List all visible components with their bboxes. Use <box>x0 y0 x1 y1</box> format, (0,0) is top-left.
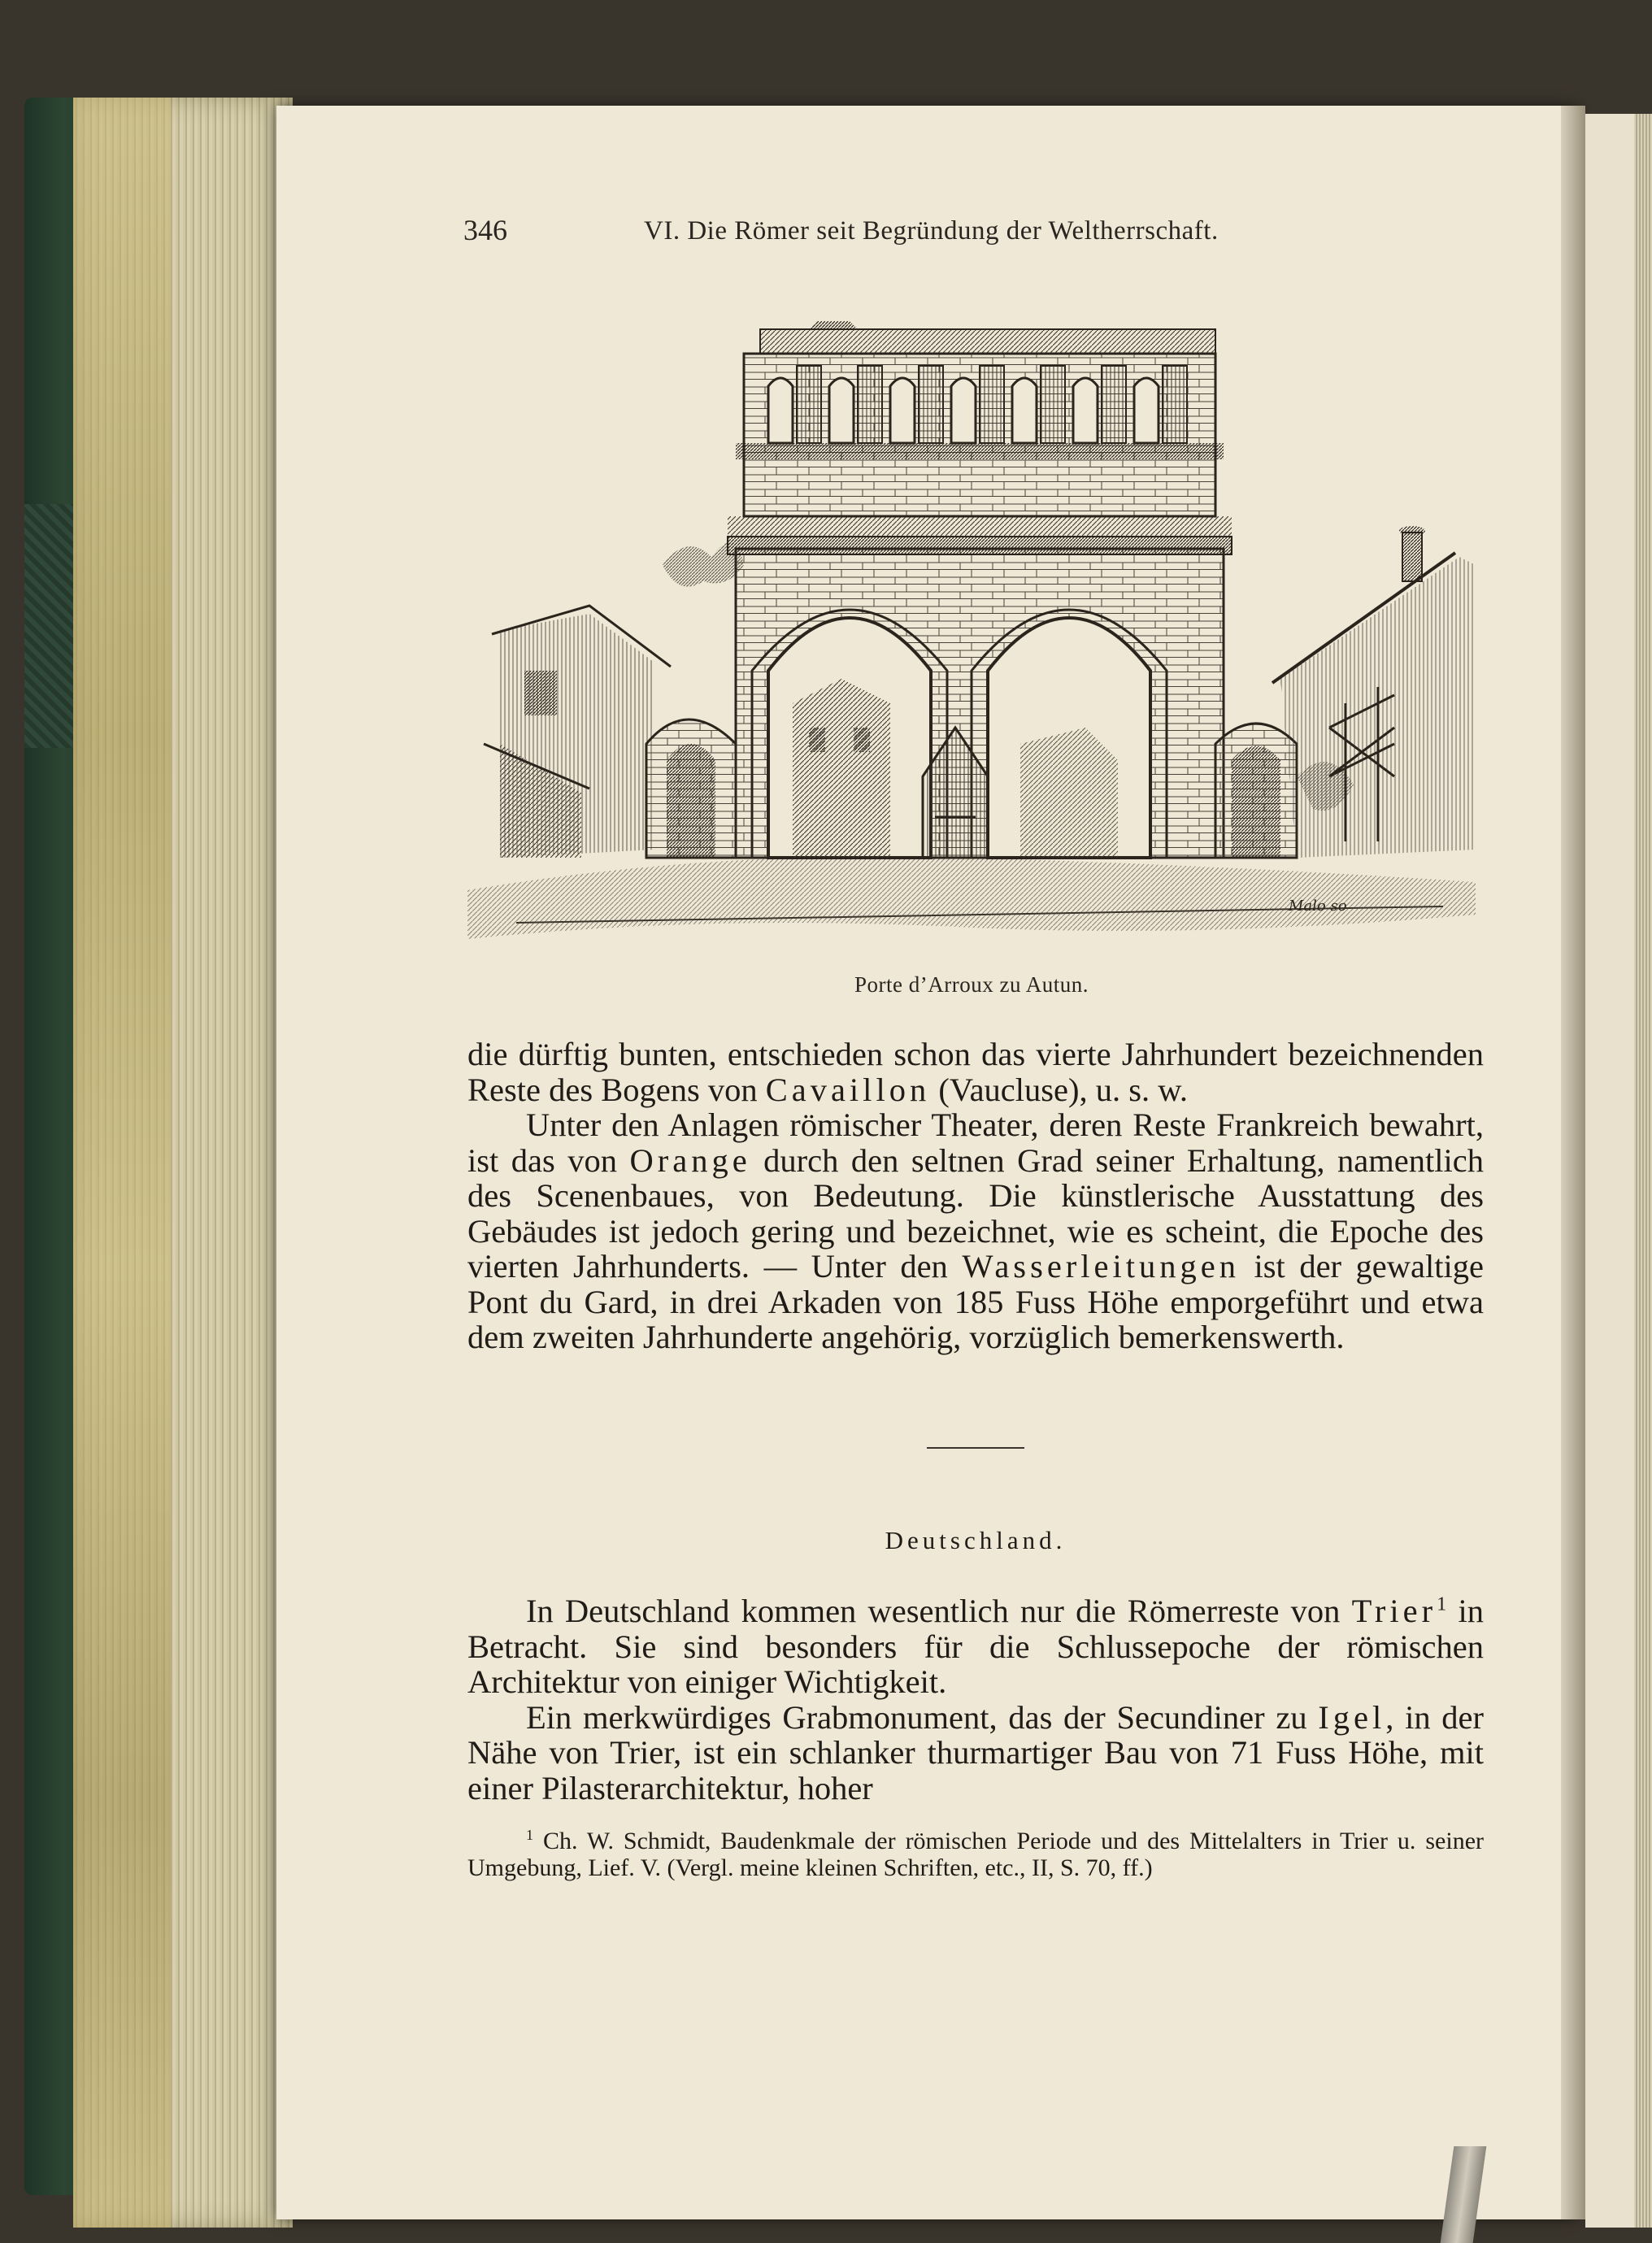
footnote-body: Ch. W. Schmidt, Baudenkmale der römischen Periode und des Mittelalters in Trier u. seiner Umgebung, Lief. V. (Vergl. meine kleinen Schriften, etc., II, S. 70, ff.) <box>467 1828 1484 1881</box>
body-text-bottom <box>467 1593 1484 1806</box>
p2-spaced-wasserleitungen: Wasserleitungen <box>962 1248 1240 1285</box>
marbled-edge <box>73 98 171 2228</box>
body-text-top <box>467 1037 1484 1355</box>
figure-caption: Porte d’Arroux zu Autun. <box>854 972 1089 997</box>
paragraph-1 <box>467 1037 1484 1107</box>
p2-text-a: Unter den Anlagen römischer Theater, deren Reste Frankreich bewahrt, ist das von <box>467 1106 1484 1179</box>
p2-spaced-orange: Orange <box>629 1141 751 1179</box>
p1-text-b: (Vaucluse), u. s. w. <box>930 1071 1189 1108</box>
p1-spaced-cavaillon: Cavaillon <box>765 1071 931 1108</box>
p1-text-a: die dürftig bunten, entschieden schon das vierte Jahrhundert bezeichnenden Reste des Bogens von <box>467 1036 1484 1108</box>
page-header <box>463 213 1504 262</box>
p3-spaced-trier: Trier <box>1351 1593 1437 1629</box>
facing-page-edge <box>1634 114 1652 2228</box>
section-heading: Deutschland. <box>885 1526 1067 1554</box>
engraving-porte-d-arroux <box>467 321 1476 959</box>
page-gutter <box>1561 106 1585 2219</box>
footnote <box>467 1828 1484 1881</box>
p4-text-b: , in der Nähe von Trier, ist ein schlanker thurmartiger Bau von 71 Fuss Höhe, mit einer Pilasterarchitektur, hoher <box>467 1698 1484 1806</box>
p2-text-b: durch den seltnen Grad seiner Erhaltung, namentlich des Scenenbaues, von Bedeutung. Die künstlerische Ausstattung des Gebäudes ist jedoch gering und bezeichnet, wie es scheint, die Epoche des vierten Jahrhunderts. — Unter den <box>467 1141 1484 1285</box>
running-title: VI. Die Römer seit Begründung der Weltherrschaft. <box>644 216 1219 246</box>
page-number: 346 <box>463 214 507 246</box>
footnote-text <box>467 1828 1484 1881</box>
p2-text-c: ist der gewaltige Pont du Gard, in drei Arkaden von 185 Fuss Höhe emporgeführt und etwa dem zweiten Jahrhunderte angehörig, vorzüglich bemerkenswerth. <box>467 1248 1484 1355</box>
footnote-reference[interactable]: 1 <box>1437 1593 1447 1615</box>
p4-text-a: Ein merkwürdiges Grabmonument, das der Secundiner zu <box>526 1698 1319 1736</box>
paragraph-2 <box>467 1107 1484 1355</box>
footnote-marker: 1 <box>526 1827 533 1843</box>
section-divider <box>927 1447 1024 1449</box>
paragraph-3 <box>467 1593 1484 1700</box>
p4-spaced-igel: Igel <box>1318 1698 1386 1736</box>
p3-text-a: In Deutschland kommen wesentlich nur die Römerreste von <box>526 1593 1352 1629</box>
p3-text-b: in Betracht. Sie sind besonders für die Schlussepoche der römischen Architektur von einiger Wichtigkeit. <box>467 1593 1484 1700</box>
engraver-signature: Malo so <box>1289 898 1347 915</box>
paragraph-4 <box>467 1700 1484 1806</box>
